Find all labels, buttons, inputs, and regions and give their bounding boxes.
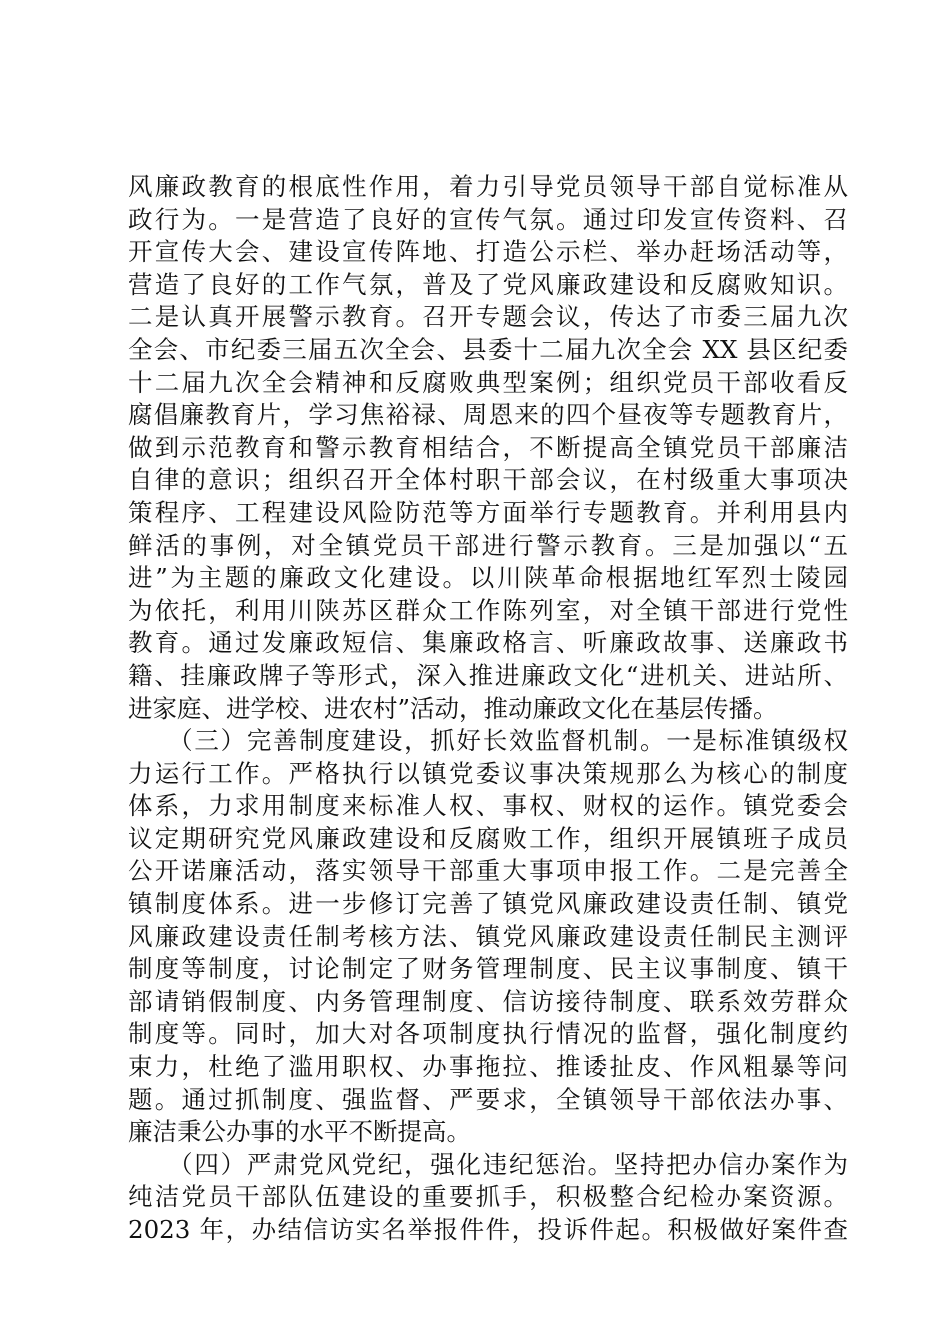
text-line: 纯洁党员干部队伍建设的重要抓手，积极整合纪检办案资源。 <box>128 1182 848 1212</box>
text-line: 风廉政建设责任制考核方法、镇党风廉政建设责任制民主测评 <box>128 921 848 951</box>
text-line: 全会、市纪委三届五次全会、县委十二届九次全会 XX 县区纪委 <box>128 334 848 364</box>
text-line: 进”为主题的廉政文化建设。以川陕革命根据地红军烈士陵园 <box>128 563 848 593</box>
text-line: （四）严肃党风党纪，强化违纪惩治。坚持把办信办案作为 <box>128 1149 848 1179</box>
text-line: 为依托，利用川陕苏区群众工作陈列室，对全镇干部进行党性 <box>128 595 848 625</box>
text-line: 2023 年，办结信访实名举报件件，投诉件起。积极做好案件查 <box>128 1215 848 1244</box>
body-text <box>128 171 848 1247</box>
text-line: 做到示范教育和警示教育相结合，不断提高全镇党员干部廉洁 <box>128 432 848 462</box>
text-line: 策程序、工程建设风险防范等方面举行专题教育。并利用县内 <box>128 497 848 527</box>
text-line: 体系，力求用制度来标准人权、事权、财权的运作。镇党委会 <box>128 791 848 821</box>
text-line: 进家庭、进学校、进农村”活动，推动廉政文化在基层传播。 <box>128 693 778 723</box>
text-line: 廉洁秉公办事的水平不断提高。 <box>128 1117 471 1147</box>
text-line: 部请销假制度、内务管理制度、信访接待制度、联系效劳群众 <box>128 986 848 1016</box>
text-line: （三）完善制度建设，抓好长效监督机制。一是标准镇级权 <box>128 726 848 756</box>
text-line: 营造了良好的工作气氛，普及了党风廉政建设和反腐败知识。 <box>128 269 848 299</box>
text-line: 风廉政教育的根底性作用，着力引导党员领导干部自觉标准从 <box>128 172 848 201</box>
text-line: 制度等。同时，加大对各项制度执行情况的监督，强化制度约 <box>128 1019 848 1049</box>
text-line: 公开诺廉活动，落实领导干部重大事项申报工作。二是完善全 <box>128 856 848 886</box>
text-line: 题。通过抓制度、强监督、严要求，全镇领导干部依法办事、 <box>128 1084 848 1114</box>
text-line: 十二届九次全会精神和反腐败典型案例；组织党员干部收看反 <box>128 367 848 397</box>
text-line: 籍、挂廉政牌子等形式，深入推进廉政文化“进机关、进站所、 <box>128 660 848 690</box>
text-line: 政行为。一是营造了良好的宣传气氛。通过印发宣传资料、召 <box>128 204 848 234</box>
text-line: 力运行工作。严格执行以镇党委议事决策规那么为核心的制度 <box>128 758 848 788</box>
text-line: 束力，杜绝了滥用职权、办事拖拉、推诿扯皮、作风粗暴等问 <box>128 1052 848 1082</box>
text-line: 鲜活的事例，对全镇党员干部进行警示教育。三是加强以“五 <box>128 530 848 560</box>
text-line: 腐倡廉教育片，学习焦裕禄、周恩来的四个昼夜等专题教育片， <box>128 400 848 430</box>
text-line: 开宣传大会、建设宣传阵地、打造公示栏、举办赶场活动等， <box>128 237 848 267</box>
text-line: 二是认真开展警示教育。召开专题会议，传达了市委三届九次 <box>128 302 848 332</box>
text-line: 议定期研究党风廉政建设和反腐败工作，组织开展镇班子成员 <box>128 823 848 853</box>
text-line: 教育。通过发廉政短信、集廉政格言、听廉政故事、送廉政书 <box>128 628 848 658</box>
text-line: 制度等制度，讨论制定了财务管理制度、民主议事制度、镇干 <box>128 954 848 984</box>
text-line: 自律的意识；组织召开全体村职干部会议，在村级重大事项决 <box>128 465 848 495</box>
text-line: 镇制度体系。进一步修订完善了镇党风廉政建设责任制、镇党 <box>128 889 848 919</box>
